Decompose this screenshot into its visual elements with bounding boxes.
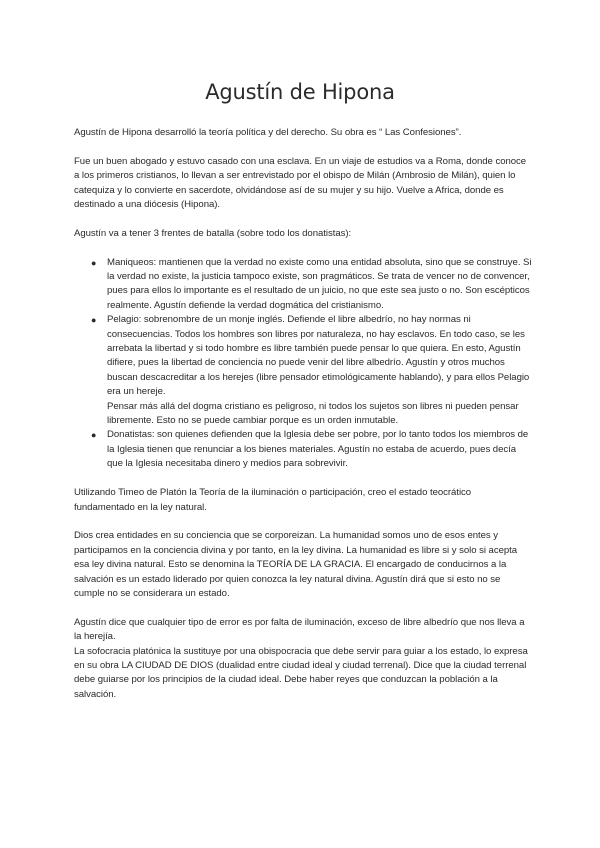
paragraph-fronts: Agustín va a tener 3 frentes de batalla (sobre todo los donatistas):	[74, 227, 352, 239]
list-item-pelagio	[74, 313, 532, 428]
paragraph-biography: Fue un buen abogado y estuvo casado con una esclava. En un viaje de estudios va a Roma, donde conoce a los primeros cristianos, lo llevan a ser entrevistado por el obispo de Milán (Ambrosio de Milán), quien lo catequiza y lo convierte en sacerdote, olvidándose así de su mujer y su hijo. Vuelve a Africa, donde es destinado a una diócesis (Hipona).	[74, 155, 527, 211]
paragraph-error: Agustín dice que cualquier tipo de error es por falta de iluminación, exceso de libre albedrío que nos lleva a la herejía.	[74, 616, 525, 643]
paragraph-ciudad-de-dios: La sofocracia platónica la sustituye por una obispocracia que debe servir para guiar a los estado, lo expresa en su obra LA CIUDAD DE DIOS (dualidad entre ciudad ideal y ciudad terrenal). Dice que la ciudad terrenal debe guiarse por los principios de la ciudad ideal. Debe haber reyes que conduzcan la población a la salvación.	[74, 645, 528, 700]
bullet-list	[74, 256, 532, 472]
bullet-icon: ●	[91, 315, 97, 326]
list-item-text: Maniqueos: mantienen que la verdad no existe como una entidad absoluta, sino que se construye. Si la verdad no existe, la justicia tampoco existe, son pragmáticos. Se trata de vencer no de convencer, pues para ellos lo importante es el resultado de un juicio, no que este sea justo o no. Son escépticos realmente. Agustín defiende la verdad dogmática del cristianismo.	[107, 256, 532, 311]
page-title: Agustín de Hipona	[205, 80, 395, 104]
list-item-donatistas	[74, 428, 532, 471]
bullet-icon: ●	[91, 257, 97, 268]
list-item-text: Pelagio: sobrenombre de un monje inglés. Defiende el libre albedrío, no hay normas ni consecuencias. Todos los hombres son libres por naturaleza, no hay esclavos. En todo caso, se les arrebata la libertad y si todo hombre es libre también puede pensar lo que quiera. En esto, Agustín difiere, pues la libertad de conciencia no puede venir del libre albedrío. Agustín y otros muchos buscan descacreditar a los herejes (libre pensador etimológicamente hablando), y para ellos Pelagio era un hereje.	[107, 314, 530, 398]
list-item-text-continued: Pensar más allá del dogma cristiano es peligroso, ni todos los sujetos son libres ni pueden pensar libremente. Esto no se puede cambiar porque es un orden inmutable.	[107, 400, 519, 427]
paragraph-intro: Agustín de Hipona desarrolló la teoría política y del derecho. Su obra es “ Las Confesiones”.	[74, 127, 462, 138]
paragraph-iluminacion: Utilizando Timeo de Platón la Teoría de la iluminación o participación, creo el estado teocrático fundamentado en la ley natural.	[74, 487, 472, 513]
bullet-icon: ●	[91, 430, 97, 441]
list-item-text: Donatistas: son quienes defienden que la Iglesia debe ser pobre, por lo tanto todos los miembros de la Iglesia tienen que renunciar a los bienes materiales. Agustín no estaba de acuerdo, pues decía que la Iglesia necesitaba dinero y medios para sobrevivir.	[107, 429, 529, 470]
list-item-maniqueos	[74, 256, 532, 314]
paragraph-gracia: Dios crea entidades en su conciencia que se corporeizan. La humanidad somos uno de esos entes y participamos en la conciencia divina y por tanto, en la ley divina. La humanidad es libre si y solo si acepta esa ley divina natural. Esto se denomina la TEORÍA DE LA GRACIA. El encargado de conducirnos a la salvación es un estado liderado por quien conozca la ley natural divina. Agustín dirá que si esto no se cumple no se considerara un estado.	[74, 530, 518, 599]
document-body	[74, 126, 532, 702]
